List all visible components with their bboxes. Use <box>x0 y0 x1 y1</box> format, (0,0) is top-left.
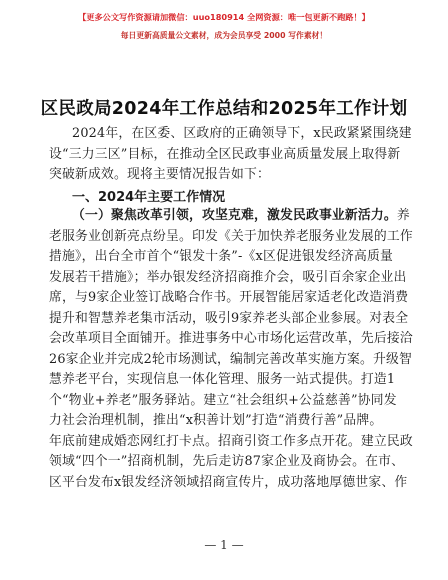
promo-banner-line2: 每日更新高质量公文素材，成为会员享受 2000 写作素材！ <box>120 31 328 40</box>
text-line: 设“三力三区”目标，在推动全区民政事业高质量发展上取得新 <box>49 146 401 162</box>
text-line: 席，与9家企业签订战略合作书。开展智能居家适老化改造消费 <box>49 290 409 305</box>
text-line: 发展若干措施》；举办银发经济招商推介会，吸引百余家企业出 <box>49 269 407 285</box>
text-line: 老服务业创新亮点纷呈。印发《关于加快养老服务业发展的工作 <box>49 228 413 244</box>
document-title: 区民政局2024年工作总结和2025年工作计划 <box>40 99 408 119</box>
text-line: 慧养老平台，实现信息一体化管理、服务一站式提供。打造1 <box>49 372 396 387</box>
section-heading: 一、2024年主要工作情况 <box>72 190 226 205</box>
promo-banner-line1: 【更多公文写作资源请加微信：uuo180914 全网资源：唯一包更新不跑路！】 <box>78 12 370 22</box>
text-line: 措施》，出台全市首个“银发十条”-《x区促进银发经济高质量 <box>49 249 393 264</box>
paragraph-1 <box>49 206 413 493</box>
text-line: 26家企业并完成2轮市场测试，编制完善改革实施方案。升级智 <box>49 351 412 367</box>
page-number: — 1 — <box>204 538 244 552</box>
text-line: 提升和智慧养老集市活动，吸引9家养老头部企业参展。对表全 <box>49 310 409 326</box>
text-line: 年底前建成婚恋网红打卡点。招商引资工作多点开花。建立民政 <box>49 433 413 449</box>
text-line: 2024年，在区委、区政府的正确领导下，x民政紧紧围绕建 <box>72 126 412 141</box>
intro-paragraph <box>49 124 412 186</box>
text-line <box>49 206 410 227</box>
text-line: 力社会治理机制，推出“x积善计划”打造“消费行善”品牌。 <box>49 413 383 428</box>
paragraph-lead: （一）聚焦改革引领，攻坚克难，激发民政事业新活力。 <box>72 208 397 223</box>
text-line: 领域“四个一”招商机制，先后走访87家企业及商协会。在市、 <box>49 454 405 469</box>
text-line: 个“物业+养老”服务驿站。建立“社会组织+公益慈善”协同发 <box>49 392 397 408</box>
text-line: 突破新成效。现将主要情况报告如下： <box>49 167 270 182</box>
paragraph-lead-tail: 养 <box>396 208 410 223</box>
text-line: 区平台发布x银发经济领域招商宣传片，成功落地厚德世家、作 <box>49 474 408 490</box>
text-line: 会改革项目全面铺开。推进事务中心市场化运营改革，先后接洽 <box>49 331 413 346</box>
